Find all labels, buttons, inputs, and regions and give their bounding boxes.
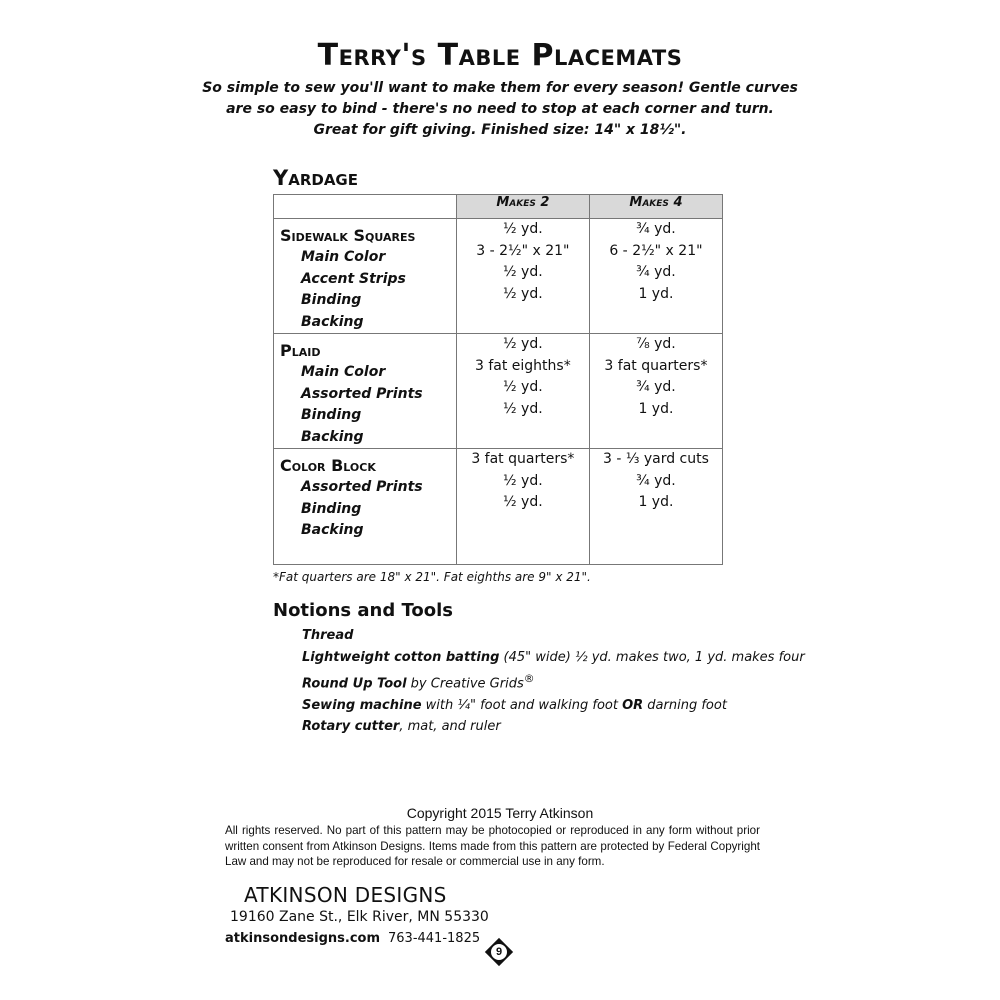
- item-label: Assorted Prints: [301, 385, 423, 402]
- intro-line-1: So simple to sew you'll want to make them for every season! Gentle curves: [202, 80, 798, 96]
- group-label-cell: [274, 219, 457, 334]
- table-row: [274, 449, 723, 565]
- yardage-table: [273, 194, 723, 565]
- makes-4-value: ⅞ yd.: [636, 336, 676, 352]
- legal-notice: All rights reserved. No part of this pattern may be photocopied or reproduced in any form without prior written consent from Atkinson Designs. Items made from this pattern are protected by Federal Copyright Law and may not be reproduced for resale or commercial use in any form.: [225, 824, 760, 868]
- phone-number: 763-441-1825: [388, 931, 481, 946]
- list-item: [302, 625, 805, 647]
- notions-list: [302, 625, 805, 738]
- makes-2-value: ½ yd.: [503, 379, 543, 395]
- yardage-footnote: *Fat quarters are 18" x 21". Fat eighths are 9" x 21".: [273, 570, 591, 584]
- notion-tool-detail: by Creative Grids: [406, 676, 524, 692]
- website-link[interactable]: atkinsondesigns.com: [225, 931, 381, 946]
- company-contact: [225, 931, 480, 946]
- notion-machine-detail: with ¼" foot and walking foot: [421, 697, 623, 713]
- makes-4-cell: [589, 449, 722, 565]
- makes-2-value: ½ yd.: [503, 264, 543, 280]
- header-makes-2: Makes 2: [456, 195, 589, 219]
- registered-mark: ®: [523, 672, 535, 685]
- notion-machine-or: OR: [622, 697, 644, 713]
- list-item: [302, 695, 805, 717]
- item-label: Binding: [301, 500, 362, 517]
- makes-4-value: 1 yd.: [638, 285, 674, 302]
- notion-machine-detail-2: darning foot: [643, 697, 727, 713]
- item-label: Binding: [301, 292, 362, 308]
- makes-4-cell: [589, 219, 722, 334]
- notion-batting-detail: (45" wide) ½ yd. makes two, 1 yd. makes four: [499, 649, 805, 665]
- notion-tool: Round Up Tool: [302, 676, 407, 692]
- makes-2-value: ½ yd.: [503, 336, 543, 352]
- makes-4-value: ¾ yd.: [636, 472, 676, 489]
- group-name: Plaid: [280, 341, 321, 360]
- group-name: Color Block: [280, 456, 376, 475]
- makes-4-value: ¾ yd.: [636, 379, 676, 395]
- copyright-line: Copyright 2015 Terry Atkinson: [406, 805, 594, 821]
- makes-2-value: 3 fat eighths*: [474, 357, 571, 374]
- makes-4-value: 1 yd.: [638, 494, 674, 510]
- makes-4-value: 3 - ⅓ yard cuts: [602, 451, 709, 467]
- makes-2-value: 3 - 2½" x 21": [476, 242, 570, 259]
- company-address: 19160 Zane St., Elk River, MN 55330: [230, 909, 489, 925]
- makes-4-value: 6 - 2½" x 21": [609, 242, 703, 259]
- notion-machine: Sewing machine: [302, 697, 422, 713]
- group-label-cell: [274, 334, 457, 449]
- yardage-header-row: [274, 195, 723, 219]
- makes-2-cell: [456, 334, 589, 449]
- group-label-cell: [274, 449, 457, 565]
- table-row: [274, 334, 723, 449]
- notion-batting: Lightweight cotton batting: [302, 649, 500, 665]
- page-title: Terry's Table Placemats: [317, 38, 683, 73]
- makes-2-value: ½ yd.: [503, 400, 543, 417]
- group-name: Sidewalk Squares: [280, 226, 416, 245]
- item-label: Binding: [301, 407, 362, 423]
- makes-2-cell: [456, 449, 589, 565]
- makes-4-value: ¾ yd.: [636, 221, 676, 237]
- item-label: Main Color: [301, 364, 386, 380]
- item-label: Accent Strips: [301, 270, 406, 287]
- makes-2-value: 3 fat quarters*: [471, 451, 575, 467]
- header-blank-cell: [274, 195, 457, 219]
- notions-heading: Notions and Tools: [273, 600, 453, 621]
- item-label: Main Color: [301, 249, 386, 265]
- makes-4-value: ¾ yd.: [636, 264, 676, 280]
- makes-2-value: ½ yd.: [503, 494, 543, 510]
- makes-2-value: ½ yd.: [503, 221, 543, 237]
- intro-text: [200, 78, 800, 141]
- table-row: [274, 219, 723, 334]
- page-number: 9: [495, 946, 503, 958]
- list-item: [302, 716, 805, 738]
- makes-2-value: ½ yd.: [503, 285, 543, 302]
- list-item: [302, 647, 805, 669]
- list-item: [302, 668, 805, 695]
- yardage-heading: Yardage: [273, 166, 358, 190]
- item-label: Backing: [301, 313, 364, 330]
- intro-line-2: are so easy to bind - there's no need to stop at each corner and turn.: [226, 101, 774, 117]
- item-label: Assorted Prints: [301, 479, 423, 495]
- makes-4-cell: [589, 334, 722, 449]
- item-label: Backing: [301, 428, 364, 445]
- makes-4-value: 1 yd.: [638, 400, 674, 417]
- notion-cutter-detail: , mat, and ruler: [399, 719, 501, 735]
- header-makes-4: Makes 4: [589, 195, 722, 219]
- makes-2-cell: [456, 219, 589, 334]
- company-name: ATKINSON DESIGNS: [244, 883, 447, 907]
- makes-2-value: ½ yd.: [503, 472, 543, 489]
- notion-thread: Thread: [302, 628, 354, 643]
- item-label: Backing: [301, 522, 364, 538]
- makes-4-value: 3 fat quarters*: [604, 357, 708, 374]
- intro-line-3: Great for gift giving. Finished size: 14" x 18½".: [313, 122, 687, 138]
- notion-cutter: Rotary cutter: [302, 719, 400, 735]
- page-number-badge: [484, 937, 514, 967]
